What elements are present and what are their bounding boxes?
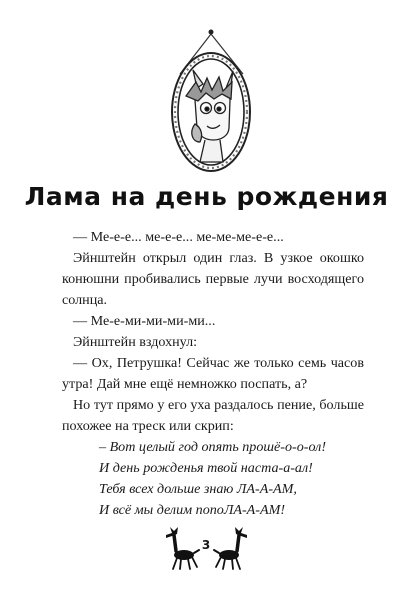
page-number: 3 (201, 538, 211, 552)
page-footer (0, 525, 413, 585)
verse-line: Тебя всех дольше знаю ЛА-А-АМ, (99, 481, 297, 497)
body-text (62, 227, 364, 521)
llama-silhouette-icon (214, 527, 247, 569)
paragraph: Эйнштейн открыл один глаз. В узкое окошко конюшни пробивались первые лучи восходящего солнца. (62, 250, 364, 308)
verse-line: И всё мы делим попоЛА-А-АМ! (99, 502, 286, 518)
verse-line: И день рожденья твой наста-а-ал! (99, 460, 313, 476)
nail-icon (209, 30, 214, 35)
chapter-title: Лама на день рождения (24, 182, 389, 211)
paragraph: Но тут прямо у его уха раздалось пение, больше похожее на треск или скрип: (62, 397, 364, 434)
paragraph: — Ме-е-е... ме-е-е... ме-ме-ме-е-е... (73, 229, 284, 245)
paragraph: — Ме-е-ми-ми-ми-ми... (73, 313, 216, 329)
llama-silhouette-icon (166, 527, 199, 569)
paragraph: Эйнштейн вздохнул: (73, 334, 198, 350)
verse-line: – Вот целый год опять прошё-о-о-ол! (99, 439, 327, 455)
llama-portrait-illustration (0, 0, 413, 185)
song-verse (99, 437, 364, 521)
paragraph: — Ох, Петрушка! Сейчас же только семь часов утра! Дай мне ещё немножко поспать, а? (62, 355, 364, 392)
